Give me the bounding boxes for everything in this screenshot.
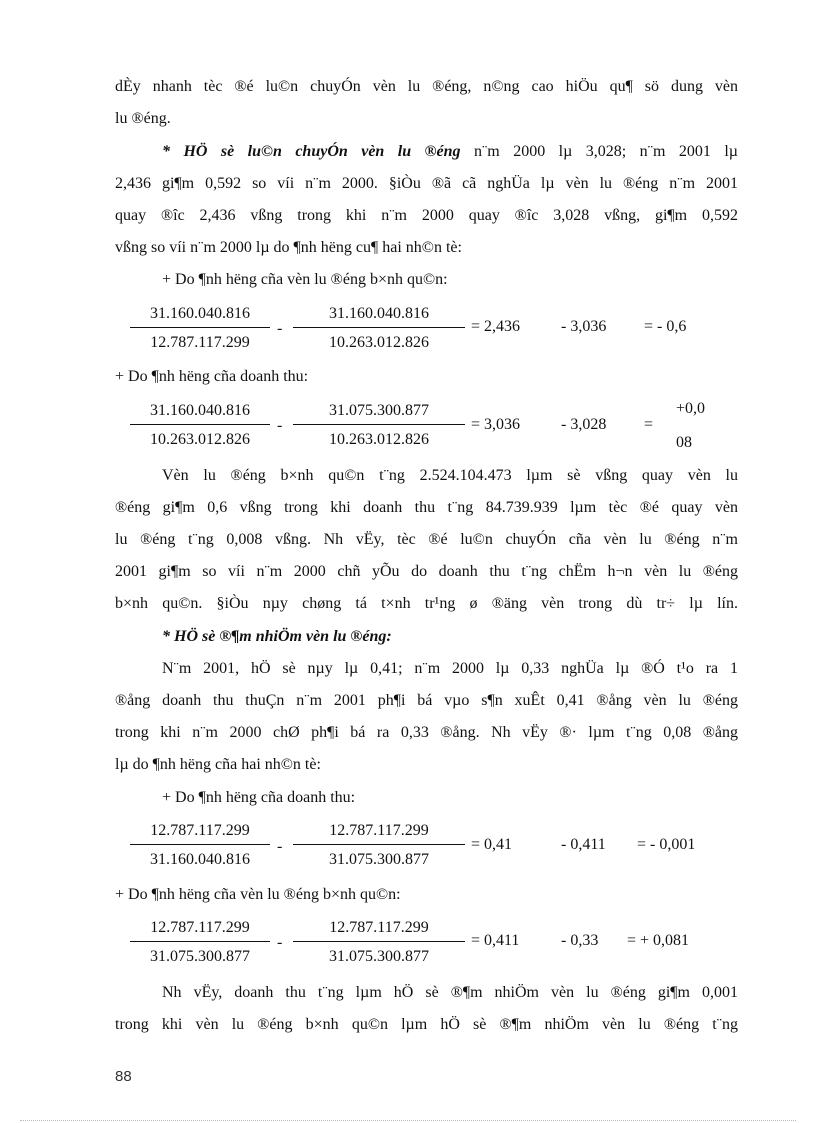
- text-line: trong khi vèn lu ®éng b×nh qu©n lµm hÖ sè ®¶m nhiÖm vèn lu ®éng t¨ng: [115, 1016, 738, 1033]
- text-line: ®ång doanh thu thuÇn n¨m 2001 ph¶i bá vµo s¶n xuÊt 0,41 ®ång vèn lu ®éng: [115, 692, 738, 709]
- numerator: 31.160.040.816: [329, 305, 429, 322]
- fraction: [130, 400, 270, 451]
- text-line: 2001 gi¶m so víi n¨m 2000 chñ yÕu do doanh thu t¨ng chËm h¬n vèn lu ®éng: [115, 563, 738, 580]
- denominator: 31.075.300.877: [329, 948, 429, 965]
- fraction-bar: [293, 424, 465, 425]
- text-line: b×nh qu©n. §iÒu nµy chøng tá t×nh tr¹ng ø ®äng vèn trong dù tr÷ lµ lín.: [115, 595, 738, 612]
- fraction: [130, 820, 270, 871]
- fraction: [130, 917, 270, 968]
- fraction-bar: [293, 941, 465, 942]
- text-line: Nh vËy, doanh thu t¨ng lµm hÖ sè ®¶m nhiÖm vèn lu ®éng gi¶m 0,001: [162, 984, 738, 1001]
- page-divider: [20, 1120, 796, 1121]
- denominator: 10.263.012.826: [150, 431, 250, 448]
- result: - 3,036: [561, 318, 607, 335]
- fraction-bar: [293, 327, 465, 328]
- factor-label: + Do ¶nh hëng cña vèn lu ®éng b×nh qu©n:: [115, 886, 401, 903]
- fraction: [293, 303, 465, 354]
- result: = + 0,081: [627, 932, 690, 949]
- denominator: 10.263.012.826: [329, 334, 429, 351]
- result: = - 0,6: [644, 318, 687, 335]
- fraction-bar: [130, 327, 270, 328]
- text-line: lµ do ¶nh hëng cña hai nh©n tè:: [115, 756, 321, 773]
- result: = 2,436: [471, 318, 521, 335]
- numerator: 12.787.117.299: [150, 919, 250, 936]
- factor-label: + Do ¶nh hëng cña doanh thu:: [115, 368, 309, 385]
- text-line: quay ®îc 2,436 vßng trong khi n¨m 2000 quay ®îc 3,028 vßng, gi¶m 0,592: [115, 207, 738, 224]
- numerator: 12.787.117.299: [150, 822, 250, 839]
- text-span: n¨m 2000 lµ 3,028; n¨m 2001 lµ: [460, 143, 739, 160]
- fraction-bar: [293, 844, 465, 845]
- text-line: 2,436 gi¶m 0,592 so víi n¨m 2000. §iÒu ®ã cã nghÜa lµ vèn lu ®éng n¨m 2001: [115, 175, 738, 192]
- fraction: [130, 303, 270, 354]
- minus-sign: -: [277, 934, 283, 951]
- result: - 0,411: [561, 836, 606, 853]
- factor-label: + Do ¶nh hëng cña vèn lu ®éng b×nh qu©n:: [162, 271, 448, 288]
- text-line: trong khi n¨m 2000 chØ ph¶i bá ra 0,33 ®ång. Nh vËy ®· lµm t¨ng 0,08 ®ång: [115, 724, 738, 741]
- result: = 0,41: [471, 836, 513, 853]
- fraction-bar: [130, 941, 270, 942]
- text-line: N¨m 2001, hÖ sè nµy lµ 0,41; n¨m 2000 lµ 0,33 nghÜa lµ ®Ó t¹o ra 1: [162, 660, 738, 677]
- minus-sign: -: [277, 320, 283, 337]
- fraction-bar: [130, 424, 270, 425]
- numerator: 31.160.040.816: [150, 305, 250, 322]
- numerator: 31.160.040.816: [150, 402, 250, 419]
- result: - 3,028: [561, 416, 607, 433]
- text-line: lu ®éng t¨ng 0,008 vßng. Nh vËy, tèc ®é lu©n chuyÓn cña vèn lu ®éng n¨m: [115, 531, 738, 548]
- fraction: [293, 820, 465, 871]
- factor-label: + Do ¶nh hëng cña doanh thu:: [162, 789, 356, 806]
- result: = 3,036: [471, 416, 521, 433]
- denominator: 31.075.300.877: [329, 851, 429, 868]
- heading-assurance-ratio: * HÖ sè ®¶m nhiÖm vèn lu ®éng:: [162, 628, 392, 645]
- text-line: dÈy nhanh tèc ®é lu©n chuyÓn vèn lu ®éng, n©ng cao hiÖu qu¶ sö dung vèn: [115, 78, 738, 95]
- fraction-bar: [130, 844, 270, 845]
- result: = 0,411: [471, 932, 520, 949]
- denominator: 31.075.300.877: [150, 948, 250, 965]
- fraction: [293, 400, 465, 451]
- paragraph-heading-line: [162, 136, 738, 168]
- result: = - 0,001: [637, 836, 696, 853]
- text-line: vßng so víi n¨m 2000 lµ do ¶nh hëng cu¶ hai nh©n tè:: [115, 239, 462, 256]
- minus-sign: -: [277, 417, 283, 434]
- page-number: 88: [115, 1068, 132, 1085]
- numerator: 12.787.117.299: [329, 822, 429, 839]
- denominator: 31.160.040.816: [150, 851, 250, 868]
- heading-turnover-ratio: * HÖ sè lu©n chuyÓn vèn lu ®éng: [162, 143, 461, 160]
- fraction: [293, 917, 465, 968]
- numerator: 31.075.300.877: [329, 402, 429, 419]
- result: =: [644, 416, 654, 433]
- result: +0,0: [676, 400, 706, 417]
- text-line: lu ®éng.: [115, 110, 171, 127]
- minus-sign: -: [277, 838, 283, 855]
- denominator: 12.787.117.299: [150, 334, 250, 351]
- result: - 0,33: [561, 932, 599, 949]
- numerator: 12.787.117.299: [329, 919, 429, 936]
- text-line: ®éng gi¶m 0,6 vßng trong khi doanh thu t¨ng 84.739.939 lµm tèc ®é quay vèn: [115, 499, 738, 516]
- result: 08: [676, 434, 692, 451]
- text-line: Vèn lu ®éng b×nh qu©n t¨ng 2.524.104.473 lµm sè vßng quay vèn lu: [162, 467, 738, 484]
- denominator: 10.263.012.826: [329, 431, 429, 448]
